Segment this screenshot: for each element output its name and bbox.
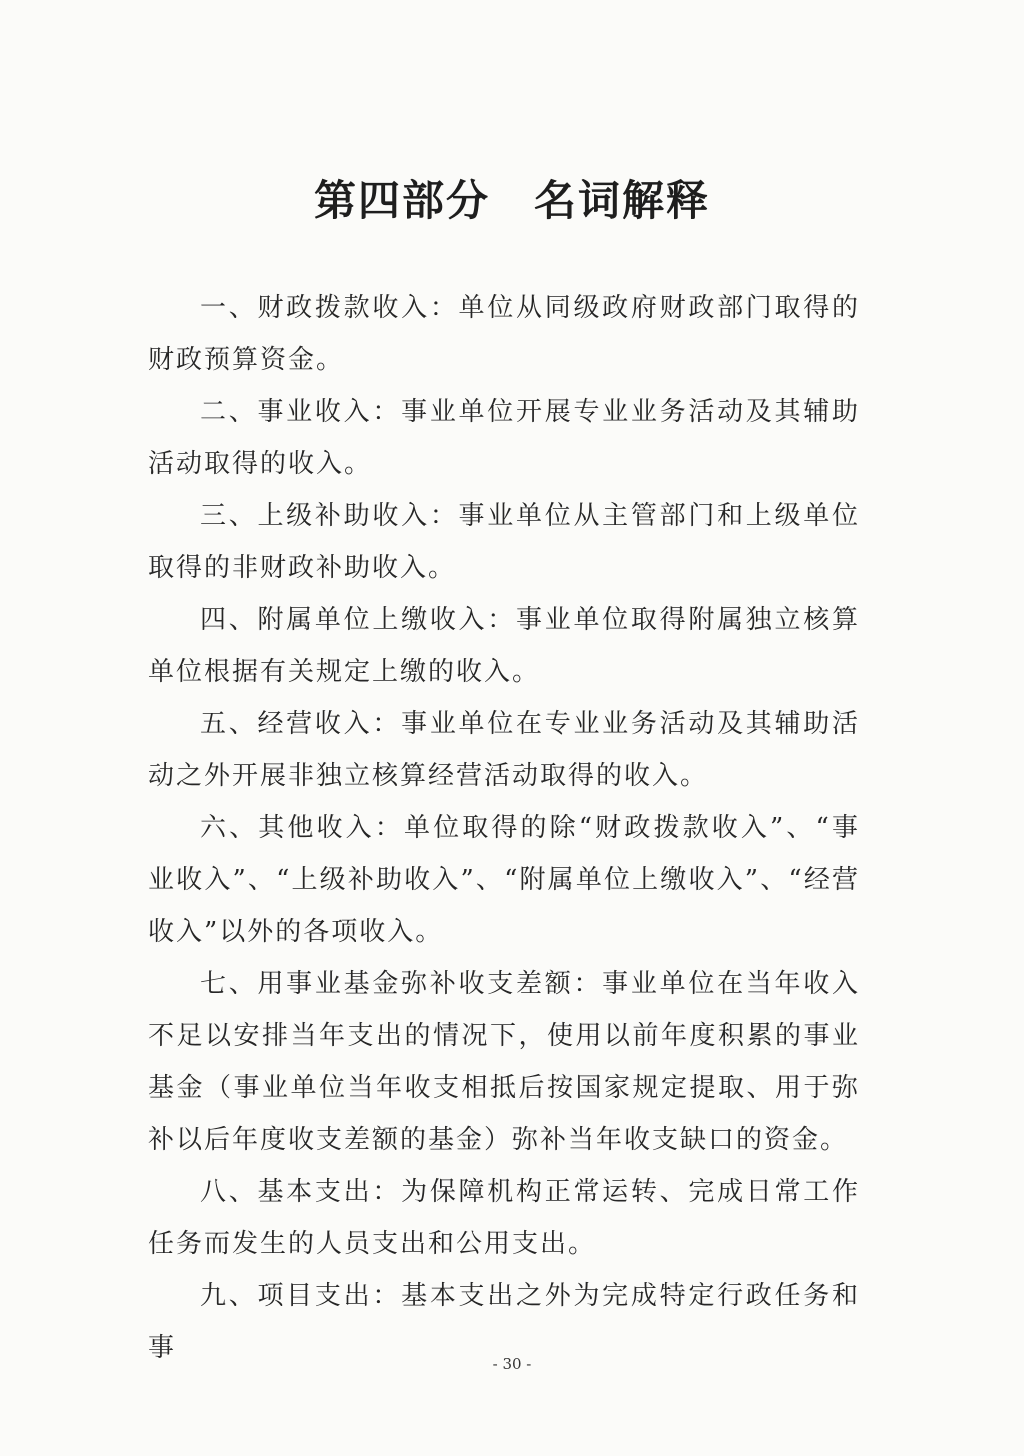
document-body [148, 282, 860, 1374]
paragraph: 一、财政拨款收入：单位从同级政府财政部门取得的财政预算资金。 [148, 293, 860, 375]
paragraph: 六、其他收入：单位取得的除“财政拨款收入”、“事业收入”、“上级补助收入”、“附属单位上缴收入”、“经营收入”以外的各项收入。 [148, 813, 860, 947]
paragraph: 三、上级补助收入：事业单位从主管部门和上级单位取得的非财政补助收入。 [148, 501, 860, 583]
page-title: 第四部分 名词解释 [313, 176, 710, 225]
paragraph: 五、经营收入：事业单位在专业业务活动及其辅助活动之外开展非独立核算经营活动取得的收入。 [148, 709, 860, 791]
paragraph: 七、用事业基金弥补收支差额：事业单位在当年收入不足以安排当年支出的情况下，使用以前年度积累的事业基金（事业单位当年收支相抵后按国家规定提取、用于弥补以后年度收支差额的基金）弥补当年收支缺口的资金。 [148, 969, 860, 1155]
page-number: - 30 - [492, 1355, 532, 1373]
paragraph: 二、事业收入：事业单位开展专业业务活动及其辅助活动取得的收入。 [148, 397, 860, 479]
paragraph: 四、附属单位上缴收入：事业单位取得附属独立核算单位根据有关规定上缴的收入。 [148, 605, 860, 687]
paragraph: 八、基本支出：为保障机构正常运转、完成日常工作任务而发生的人员支出和公用支出。 [148, 1177, 860, 1259]
paragraph: 九、项目支出：基本支出之外为完成特定行政任务和事 [148, 1281, 860, 1363]
